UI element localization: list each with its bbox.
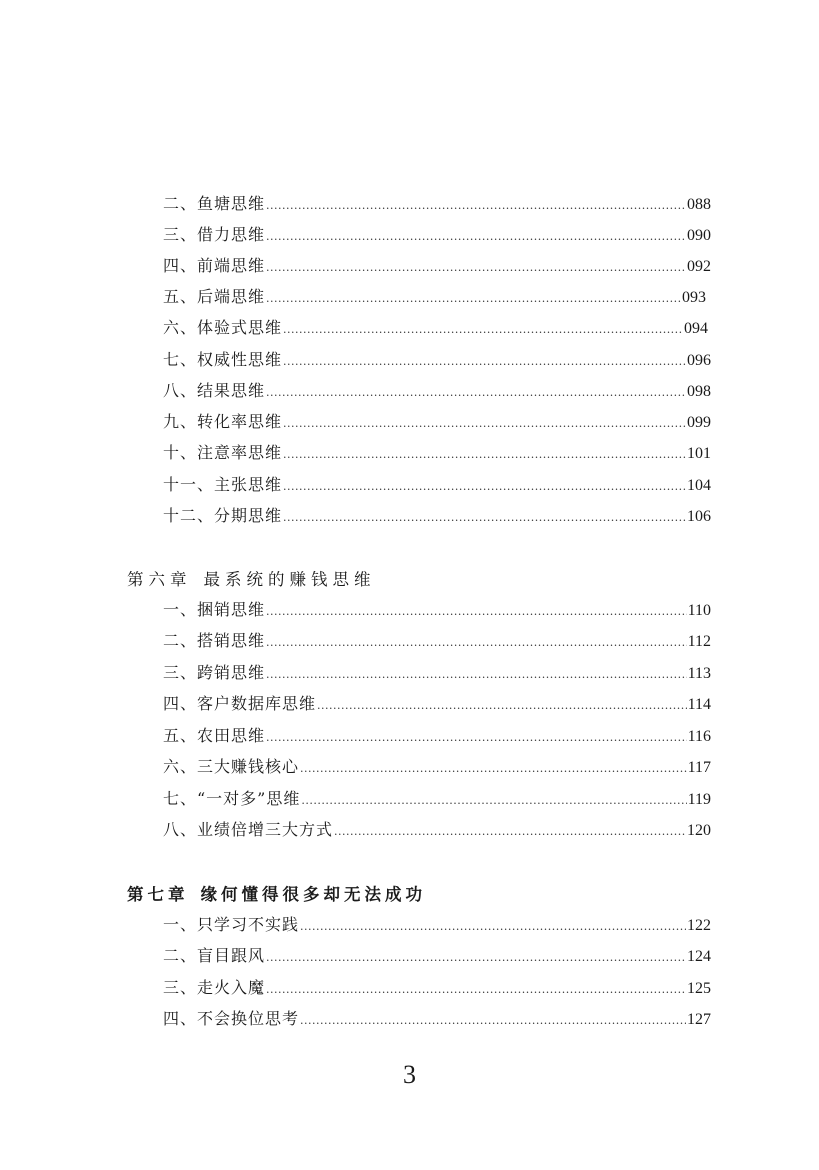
toc-entry-label: 一、只学习不实践	[163, 915, 300, 934]
chapter-heading[interactable]	[127, 566, 376, 594]
toc-entry[interactable]	[163, 911, 711, 939]
toc-entry-label: 三、走火入魔	[163, 978, 266, 997]
toc-entry[interactable]	[163, 346, 711, 374]
dot-leader	[266, 598, 687, 626]
chapter-heading[interactable]	[127, 881, 426, 909]
toc-entry-label: 四、客户数据库思维	[163, 694, 317, 713]
toc-entry-page: 092	[687, 258, 711, 275]
toc-entry-label: 四、不会换位思考	[163, 1009, 300, 1028]
dot-leader	[283, 473, 686, 501]
toc-entry-label: 十二、分期思维	[163, 506, 283, 525]
toc-entry-page: 122	[687, 917, 711, 934]
dot-leader	[266, 661, 687, 689]
toc-entry-page: 104	[687, 477, 711, 494]
toc-entry-label: 七、权威性思维	[163, 350, 283, 369]
dot-leader	[266, 724, 687, 752]
toc-entry-page: 106	[687, 508, 711, 525]
toc-entry[interactable]	[163, 942, 711, 970]
toc-entry[interactable]	[163, 283, 706, 311]
chapter-number: 第七章	[127, 885, 189, 904]
dot-leader	[266, 976, 686, 1004]
toc-entry-label: 十、注意率思维	[163, 443, 283, 462]
dot-leader	[283, 316, 683, 344]
dot-leader	[300, 755, 687, 783]
toc-entry[interactable]	[163, 377, 711, 405]
toc-entry[interactable]	[163, 502, 711, 530]
dot-leader	[300, 913, 686, 941]
toc-entry-page: 094	[684, 320, 708, 337]
toc-entry-label: 八、业绩倍增三大方式	[163, 820, 334, 839]
toc-entry[interactable]	[163, 690, 711, 718]
toc-entry-label: 五、农田思维	[163, 726, 266, 745]
toc-entry[interactable]	[163, 659, 711, 687]
dot-leader	[334, 818, 686, 846]
toc-entry[interactable]	[163, 221, 711, 249]
toc-entry-page: 110	[687, 602, 711, 619]
toc-entry-page: 117	[687, 759, 711, 776]
dot-leader	[266, 285, 681, 313]
toc-entry-label: 八、结果思维	[163, 381, 266, 400]
toc-entry-label: 二、鱼塘思维	[163, 194, 266, 213]
toc-entry-label: 四、前端思维	[163, 256, 266, 275]
toc-entry-label: 九、转化率思维	[163, 412, 283, 431]
toc-entry[interactable]	[163, 974, 711, 1002]
toc-entry[interactable]	[163, 314, 708, 342]
dot-leader	[266, 192, 686, 220]
toc-entry[interactable]	[163, 785, 711, 813]
toc-entry[interactable]	[163, 596, 711, 624]
dot-leader	[266, 223, 686, 251]
dot-leader	[266, 379, 686, 407]
toc-entry[interactable]	[163, 816, 711, 844]
toc-entry[interactable]	[163, 722, 711, 750]
toc-entry-page: 120	[687, 822, 711, 839]
dot-leader	[301, 787, 686, 815]
toc-entry-label: 五、后端思维	[163, 287, 266, 306]
chapter-title: 最系统的赚钱思维	[203, 570, 376, 589]
toc-entry-page: 113	[687, 665, 711, 682]
toc-entry-page: 096	[687, 352, 711, 369]
toc-entry[interactable]	[163, 252, 711, 280]
dot-leader	[283, 410, 686, 438]
toc-entry[interactable]	[163, 439, 711, 467]
dot-leader	[266, 944, 686, 972]
toc-entry[interactable]	[163, 627, 711, 655]
toc-entry-page: 112	[687, 633, 711, 650]
dot-leader	[283, 348, 686, 376]
toc-entry-label: 六、体验式思维	[163, 318, 283, 337]
toc-entry-label: 三、借力思维	[163, 225, 266, 244]
toc-entry-label: 六、三大赚钱核心	[163, 757, 300, 776]
dot-leader	[317, 692, 687, 720]
dot-leader	[300, 1007, 686, 1035]
toc-entry-page: 090	[687, 227, 711, 244]
toc-entry-page: 127	[687, 1011, 711, 1028]
toc-entry-label: 二、搭销思维	[163, 631, 266, 650]
dot-leader	[283, 504, 686, 532]
toc-entry-page: 101	[687, 445, 711, 462]
toc-entry[interactable]	[163, 1005, 711, 1033]
dot-leader	[266, 254, 686, 282]
toc-entry-page: 114	[687, 696, 711, 713]
dot-leader	[266, 629, 687, 657]
toc-entry-page: 116	[687, 728, 711, 745]
toc-entry-page: 124	[687, 948, 711, 965]
toc-entry-page: 099	[687, 414, 711, 431]
toc-entry-page: 119	[687, 791, 711, 808]
toc-entry[interactable]	[163, 753, 711, 781]
toc-entry[interactable]	[163, 471, 711, 499]
toc-entry[interactable]	[163, 408, 711, 436]
chapter-title: 缘何懂得很多却无法成功	[200, 885, 426, 904]
dot-leader	[283, 441, 686, 469]
toc-entry-label: 三、跨销思维	[163, 663, 266, 682]
toc-entry-page: 098	[687, 383, 711, 400]
toc-entry-label: 七、“一对多”思维	[163, 789, 301, 808]
page-number: 3	[403, 1060, 416, 1089]
toc-entry[interactable]	[163, 190, 711, 218]
toc-entry-page: 093	[682, 289, 706, 306]
toc-entry-page: 088	[687, 196, 711, 213]
toc-entry-label: 二、盲目跟风	[163, 946, 266, 965]
toc-entry-page: 125	[687, 980, 711, 997]
toc-entry-label: 十一、主张思维	[163, 475, 283, 494]
toc-entry-label: 一、捆销思维	[163, 600, 266, 619]
chapter-number: 第六章	[127, 570, 192, 589]
